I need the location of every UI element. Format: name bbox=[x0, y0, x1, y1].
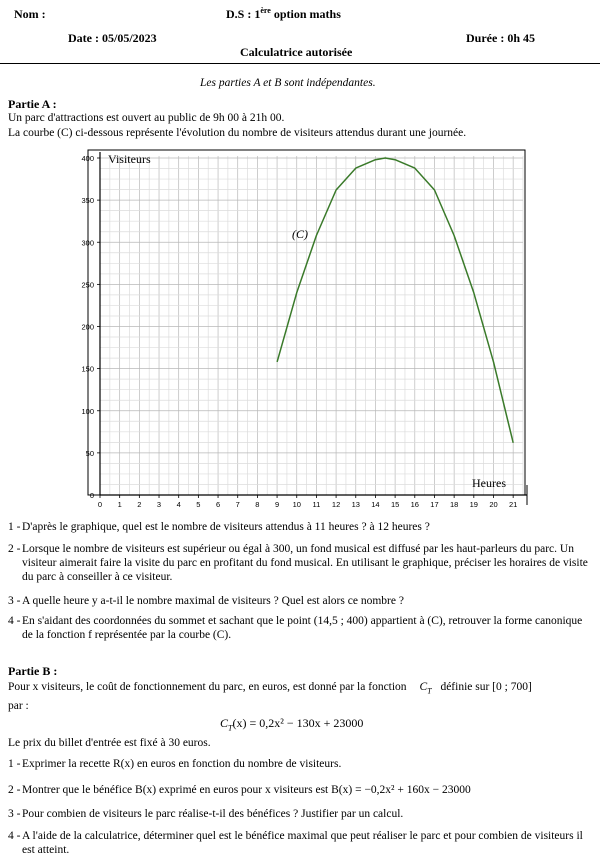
independence-note: Les parties A et B sont indépendantes. bbox=[200, 77, 376, 89]
visitors-chart bbox=[0, 145, 600, 515]
name-label: Nom : bbox=[14, 7, 46, 21]
curve-label: (C) bbox=[292, 227, 308, 241]
x-tick-label: 0 bbox=[97, 500, 103, 509]
calculator-note: Calculatrice autorisée bbox=[240, 45, 353, 59]
x-tick-label: 13 bbox=[351, 500, 360, 509]
y-tick-label: 300 bbox=[81, 238, 94, 248]
x-tick-label: 11 bbox=[312, 500, 321, 509]
x-tick-label: 21 bbox=[508, 500, 518, 509]
y-tick-label: 350 bbox=[81, 196, 94, 206]
x-tick-label: 20 bbox=[489, 500, 498, 509]
partB-intro2: par : bbox=[8, 700, 29, 712]
x-tick-label: 10 bbox=[292, 500, 301, 509]
partA-title: Partie A : bbox=[8, 97, 57, 111]
partB-intro1: Pour x visiteurs, le coût de fonctionnement du parc, en euros, est donné par la fonction $C_T$ définie sur [0 ; 700] bbox=[8, 681, 532, 696]
y-axis-label: Visiteurs bbox=[108, 152, 151, 166]
x-tick-label: 1 bbox=[117, 500, 122, 509]
partB-question-4: 4 - A l'aide de la calculatrice, déterminer quel est le bénéfice maximal que peut réaliser le parc et pour combien de visiteurs il est atteint. bbox=[8, 830, 583, 856]
x-tick-label: 6 bbox=[215, 500, 221, 509]
date-label: Date : 05/05/2023 bbox=[68, 31, 157, 45]
partA-question-2: 2 - Lorsque le nombre de visiteurs est supérieur ou égal à 300, un fond musical est diffusé par les haut-parleurs du parc. Un visiteur aimerait faire la visite du parc en profitant du fond musical. En utilisant le graphique, préciser les horaires de visite du parc à conseiller à ce visiteur. bbox=[8, 543, 588, 583]
partA-line2: La courbe (C) ci-dessous représente l'évolution du nombre de visiteurs attendus durant une journée. bbox=[8, 127, 467, 139]
y-tick-label: 100 bbox=[81, 406, 94, 416]
ds-title: D.S : 1ère option maths bbox=[226, 6, 341, 21]
x-axis-label: Heures bbox=[472, 476, 506, 490]
partA-question-1: 1 - D'après le graphique, quel est le nombre de visiteurs attendus à 11 heures ? à 12 heures ? bbox=[8, 521, 430, 533]
x-tick-label: 17 bbox=[430, 500, 439, 509]
partB-question-1: 1 - Exprimer la recette R(x) en euros en fonction du nombre de visiteurs. bbox=[8, 758, 342, 770]
ct-symbol: $C_T$ bbox=[419, 681, 432, 696]
y-tick-label: 250 bbox=[81, 280, 94, 290]
x-tick-label: 14 bbox=[371, 500, 380, 509]
y-tick-label: 0 bbox=[89, 491, 94, 500]
x-tick-label: 8 bbox=[255, 500, 260, 509]
x-tick-label: 15 bbox=[390, 500, 400, 509]
partB-question-3: 3 - Pour combien de visiteurs le parc réalise-t-il des bénéfices ? Justifier par un calcul. bbox=[8, 808, 404, 820]
x-tick-label: 12 bbox=[331, 500, 341, 509]
chart-grid bbox=[100, 156, 523, 495]
partB-title: Partie B : bbox=[8, 664, 58, 678]
partA-line1: Un parc d'attractions est ouvert au public de 9h 00 à 21h 00. bbox=[8, 112, 285, 124]
header-divider bbox=[0, 63, 600, 64]
x-tick-label: 16 bbox=[410, 500, 419, 509]
x-tick-label: 18 bbox=[449, 500, 459, 509]
x-tick-label: 9 bbox=[274, 500, 280, 509]
chart-ticks bbox=[81, 154, 517, 509]
x-tick-label: 2 bbox=[137, 500, 142, 509]
y-tick-label: 150 bbox=[81, 364, 94, 374]
partA-question-3: 3 - A quelle heure y a-t-il le nombre maximal de visiteurs ? Quel est alors ce nombre ? bbox=[8, 595, 404, 607]
x-tick-label: 3 bbox=[156, 500, 162, 509]
y-tick-label: 200 bbox=[81, 322, 94, 332]
y-tick-label: 50 bbox=[85, 448, 94, 458]
x-tick-label: 5 bbox=[196, 500, 201, 509]
partA-question-4: 4 - En s'aidant des coordonnées du sommet et sachant que le point (14,5 ; 400) appartient à (C), retrouver la forme canonique de la fonction f représentée par la courbe (C). bbox=[8, 615, 583, 641]
partB-question-2: 2 - Montrer que le bénéfice B(x) exprimé en euros pour x visiteurs est B(x) = −0,2x² + 160x − 23000 bbox=[8, 784, 471, 796]
cost-formula: $C_T(x) = 0,2x^2 - 130x + 23000$ bbox=[220, 716, 364, 733]
duration-label: Durée : 0h 45 bbox=[466, 31, 535, 45]
x-tick-label: 7 bbox=[235, 500, 240, 509]
ticket-price: Le prix du billet d'entrée est fixé à 30 euros. bbox=[8, 737, 211, 749]
x-tick-label: 4 bbox=[176, 500, 181, 509]
y-tick-label: 400 bbox=[81, 154, 94, 163]
x-tick-label: 19 bbox=[469, 500, 478, 509]
